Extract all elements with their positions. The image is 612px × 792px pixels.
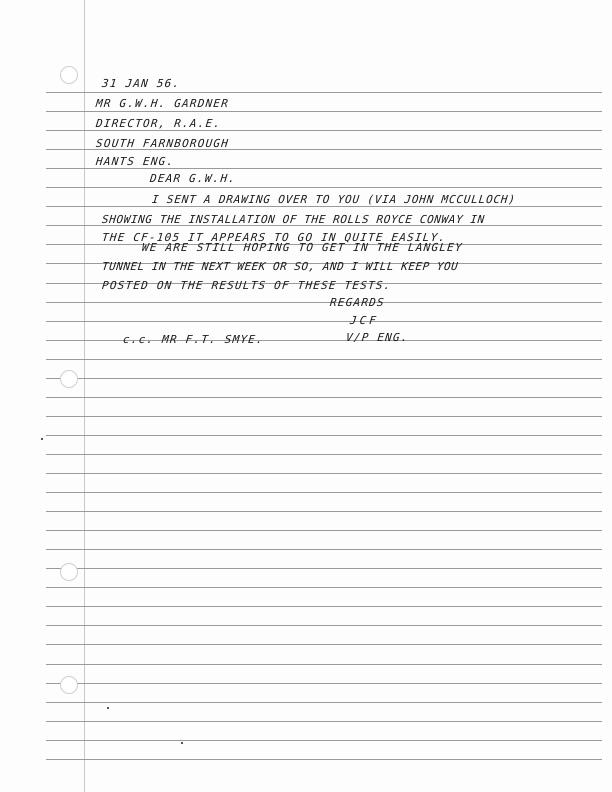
binder-hole-bottom bbox=[60, 676, 78, 694]
ruled-line bbox=[46, 492, 602, 493]
ruled-line bbox=[46, 454, 602, 455]
paper-speck bbox=[107, 707, 109, 709]
recipient-country: HANTS ENG. bbox=[95, 155, 175, 168]
ruled-line bbox=[46, 759, 602, 760]
body-line-5: TUNNEL IN THE NEXT WEEK OR SO, AND I WILL KEEP YOU bbox=[101, 260, 459, 273]
ruled-line bbox=[46, 435, 602, 436]
salutation: DEAR G.W.H. bbox=[149, 172, 237, 185]
ruled-line bbox=[46, 321, 602, 322]
letter-date: 31 JAN 56. bbox=[101, 77, 181, 90]
ruled-line bbox=[46, 473, 602, 474]
closing: REGARDS bbox=[329, 296, 386, 309]
ruled-line bbox=[46, 568, 602, 569]
body-line-4: WE ARE STILL HOPING TO GET IN THE LANGLEY bbox=[141, 241, 464, 254]
ruled-line bbox=[46, 92, 602, 93]
paper-speck bbox=[181, 742, 183, 744]
body-line-2: SHOWING THE INSTALLATION OF THE ROLLS ROYCE CONWAY IN bbox=[101, 213, 486, 226]
ruled-line bbox=[46, 721, 602, 722]
ruled-line bbox=[46, 187, 602, 188]
ruled-line bbox=[46, 587, 602, 588]
ruled-line bbox=[46, 416, 602, 417]
ruled-line bbox=[46, 378, 602, 379]
ruled-line bbox=[46, 606, 602, 607]
ruled-line bbox=[46, 549, 602, 550]
signature: JCF bbox=[349, 314, 380, 327]
margin-line bbox=[84, 0, 85, 792]
ruled-line bbox=[46, 644, 602, 645]
ruled-line bbox=[46, 740, 602, 741]
binder-hole-top bbox=[60, 66, 78, 84]
recipient-title: DIRECTOR, R.A.E. bbox=[95, 117, 222, 130]
binder-hole-lower-middle bbox=[60, 563, 78, 581]
ruled-line bbox=[46, 702, 602, 703]
body-line-3: THE CF-105 IT APPEARS TO GO IN QUITE EASILY. bbox=[101, 231, 447, 244]
ruled-line bbox=[46, 397, 602, 398]
ruled-line bbox=[46, 530, 602, 531]
ruled-line bbox=[46, 111, 602, 112]
ruled-line bbox=[46, 511, 602, 512]
recipient-name: MR G.W.H. GARDNER bbox=[95, 97, 230, 110]
ruled-line bbox=[46, 683, 602, 684]
paper-speck bbox=[41, 438, 43, 440]
ruled-line bbox=[46, 664, 602, 665]
carbon-copy: c.c. MR F.T. SMYE. bbox=[122, 333, 265, 346]
ruled-line bbox=[46, 302, 602, 303]
binder-hole-upper-middle bbox=[60, 370, 78, 388]
recipient-place: SOUTH FARNBOROUGH bbox=[95, 137, 230, 150]
signature-title: V/P ENG. bbox=[345, 331, 410, 344]
body-line-6: POSTED ON THE RESULTS OF THESE TESTS. bbox=[101, 279, 393, 292]
body-line-1: I SENT A DRAWING OVER TO YOU (VIA JOHN MCCULLOCH) bbox=[151, 193, 517, 206]
ruled-line bbox=[46, 359, 602, 360]
ruled-line bbox=[46, 625, 602, 626]
